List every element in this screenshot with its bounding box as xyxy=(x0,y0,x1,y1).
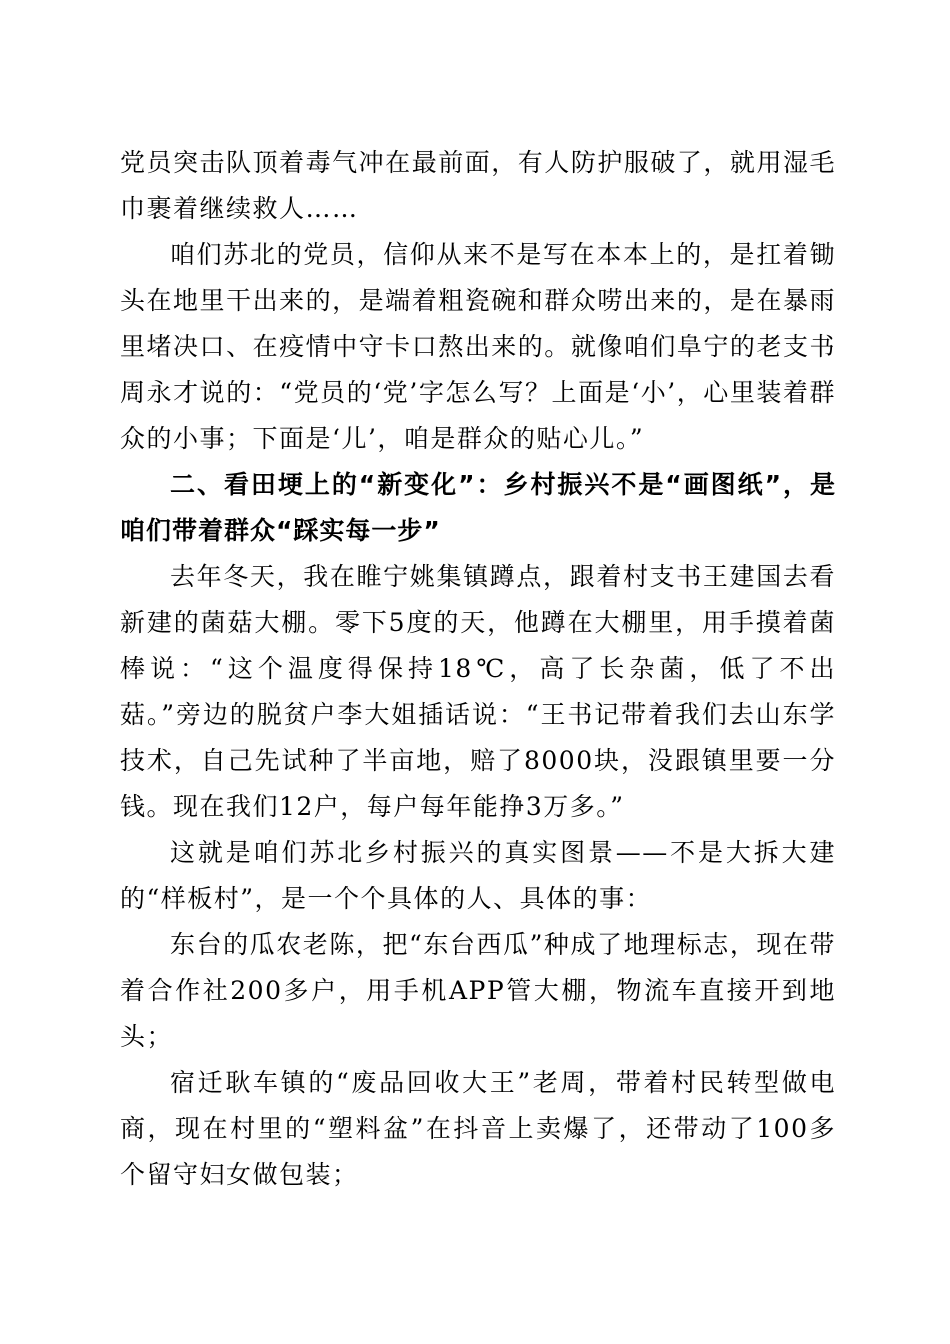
paragraph-mushroom: 去年冬天，我在睢宁姚集镇蹲点，跟着村支书王建国去看新建的菌菇大棚。零下5度的天，他蹲在大棚里，用手摸着菌棒说：“这个温度得保持18℃，高了长杂菌，低了不出菇。”旁边的脱贫户李大姐插话说：“王书记带着我们去山东学技术，自己先试种了半亩地，赔了8000块，没跟镇里要一分钱。现在我们12户，每户每年能挣3万多。” xyxy=(120,562,836,821)
paragraph-continued: 党员突击队顶着毒气冲在最前面，有人防护服破了，就用湿毛巾裹着继续救人…… xyxy=(120,148,836,223)
paragraph-faith: 咱们苏北的党员，信仰从来不是写在本本上的，是扛着锄头在地里干出来的，是端着粗瓷碗和群众唠出来的，是在暴雨里堵决口、在疫情中守卡口熬出来的。就像咱们阜宁的老支书周永才说的：“党员的‘党’字怎么写？上面是‘小’，心里装着群众的小事；下面是‘儿’，咱是群众的贴心儿。” xyxy=(120,240,836,453)
paragraph-watermelon: 东台的瓜农老陈，把“东台西瓜”种成了地理标志，现在带着合作社200多户，用手机APP管大棚，物流车直接开到地头； xyxy=(120,930,836,1051)
paragraph-picture: 这就是咱们苏北乡村振兴的真实图景——不是大拆大建的“样板村”，是一个个具体的人、具体的事： xyxy=(120,838,836,913)
document-body xyxy=(120,140,836,1198)
paragraph-ecommerce: 宿迁耿车镇的“废品回收大王”老周，带着村民转型做电商，现在村里的“塑料盆”在抖音上卖爆了，还带动了100多个留守妇女做包装； xyxy=(120,1068,836,1189)
section-heading: 二、看田埂上的“新变化”：乡村振兴不是“画图纸”，是咱们带着群众“踩实每一步” xyxy=(120,470,836,545)
